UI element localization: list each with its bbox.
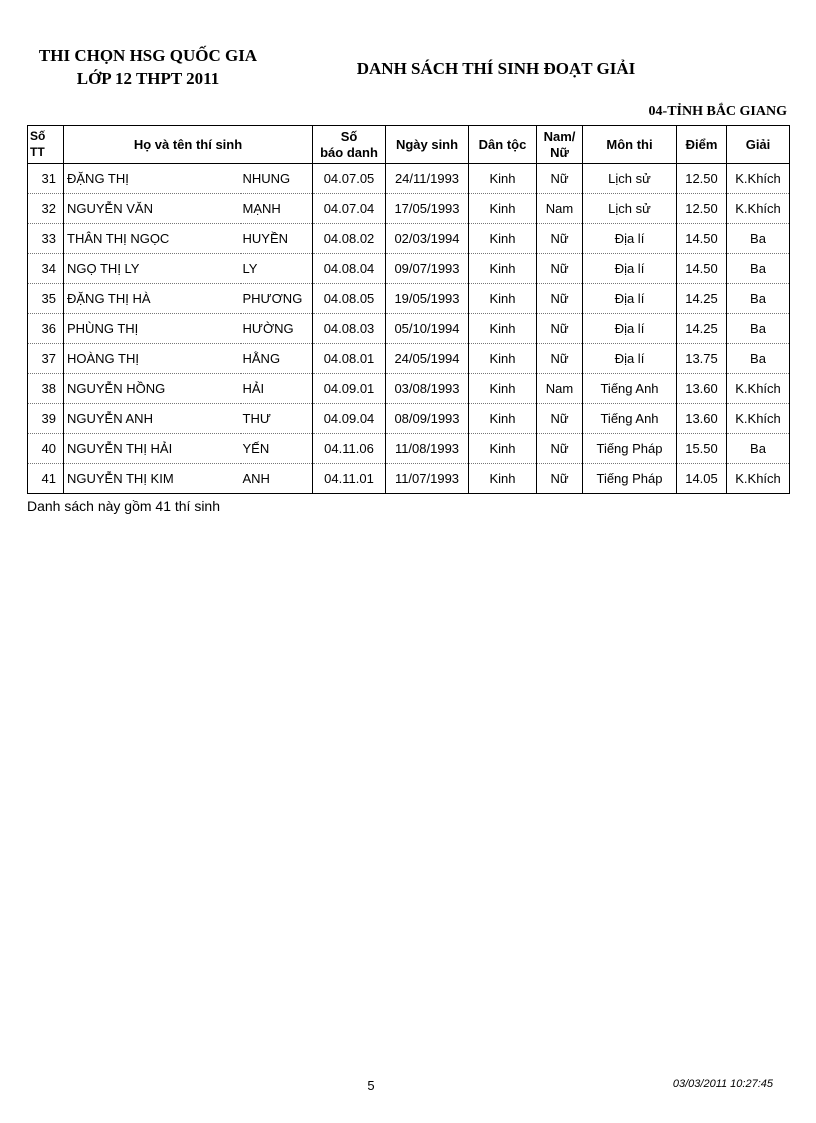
candidate-number-cell: 04.08.04: [313, 254, 386, 284]
ethnicity-cell: Kinh: [469, 284, 537, 314]
candidate-number-cell: 04.08.05: [313, 284, 386, 314]
candidate-number-cell: 04.07.04: [313, 194, 386, 224]
table-row: [28, 284, 790, 314]
candidate-name-cell: HƯỜNG: [241, 314, 313, 344]
ethnicity-cell: Kinh: [469, 254, 537, 284]
col-header-sbd-line1: Số: [340, 128, 358, 144]
candidate-name-cell: HẰNG: [241, 344, 313, 374]
winners-table: [27, 125, 790, 494]
subject-cell: Địa lí: [583, 254, 677, 284]
prize-cell: K.Khích: [727, 194, 790, 224]
candidate-name-cell: NHUNG: [241, 164, 313, 194]
candidate-given-names-cell: NGUYỄN THỊ KIM: [64, 464, 241, 494]
date-of-birth-cell: 05/10/1994: [386, 314, 469, 344]
ethnicity-cell: Kinh: [469, 224, 537, 254]
col-header-stt: Số TT: [28, 126, 64, 164]
candidate-given-names-cell: THÂN THỊ NGỌC: [64, 224, 241, 254]
prize-cell: K.Khích: [727, 404, 790, 434]
subject-cell: Địa lí: [583, 224, 677, 254]
candidate-name-cell: LY: [241, 254, 313, 284]
candidate-name-cell: ANH: [241, 464, 313, 494]
table-body: [28, 164, 790, 494]
candidate-given-names-cell: ĐẶNG THỊ: [64, 164, 241, 194]
subject-cell: Tiếng Pháp: [583, 464, 677, 494]
col-header-prize: Giải: [727, 126, 790, 164]
score-cell: 12.50: [677, 164, 727, 194]
table-row: [28, 434, 790, 464]
candidate-name-cell: PHƯƠNG: [241, 284, 313, 314]
candidate-number-cell: 04.09.04: [313, 404, 386, 434]
gender-cell: Nam: [537, 374, 583, 404]
score-cell: 14.05: [677, 464, 727, 494]
row-number-cell: 31: [28, 164, 64, 194]
gender-cell: Nữ: [537, 314, 583, 344]
subject-cell: Địa lí: [583, 284, 677, 314]
col-header-dob: Ngày sinh: [386, 126, 469, 164]
table-row: [28, 314, 790, 344]
score-cell: 14.25: [677, 284, 727, 314]
row-number-cell: 34: [28, 254, 64, 284]
date-of-birth-cell: 02/03/1994: [386, 224, 469, 254]
score-cell: 13.75: [677, 344, 727, 374]
table-row: [28, 194, 790, 224]
row-number-cell: 35: [28, 284, 64, 314]
prize-cell: Ba: [727, 224, 790, 254]
page-number: 5: [367, 1078, 375, 1093]
exam-header: [0, 44, 296, 90]
date-of-birth-cell: 09/07/1993: [386, 254, 469, 284]
candidate-number-cell: 04.07.05: [313, 164, 386, 194]
subject-cell: Tiếng Anh: [583, 374, 677, 404]
table-row: [28, 464, 790, 494]
subject-cell: Tiếng Anh: [583, 404, 677, 434]
document-title: DANH SÁCH THÍ SINH ĐOẠT GIẢI: [356, 59, 636, 78]
ethnicity-cell: Kinh: [469, 374, 537, 404]
subject-cell: Địa lí: [583, 344, 677, 374]
candidate-number-cell: 04.08.02: [313, 224, 386, 254]
col-header-sbd: [313, 126, 386, 164]
candidate-given-names-cell: NGUYỄN THỊ HẢI: [64, 434, 241, 464]
table-row: [28, 374, 790, 404]
score-cell: 14.50: [677, 254, 727, 284]
gender-cell: Nữ: [537, 254, 583, 284]
row-number-cell: 37: [28, 344, 64, 374]
subject-cell: Lịch sử: [583, 164, 677, 194]
date-of-birth-cell: 24/11/1993: [386, 164, 469, 194]
candidate-number-cell: 04.08.03: [313, 314, 386, 344]
gender-cell: Nữ: [537, 224, 583, 254]
col-header-gender: [537, 126, 583, 164]
subject-cell: Lịch sử: [583, 194, 677, 224]
candidate-given-names-cell: NGỌ THỊ LY: [64, 254, 241, 284]
table-row: [28, 224, 790, 254]
date-of-birth-cell: 11/08/1993: [386, 434, 469, 464]
score-cell: 12.50: [677, 194, 727, 224]
exam-title-line2: LỚP 12 THPT 2011: [76, 69, 220, 88]
date-of-birth-cell: 19/05/1993: [386, 284, 469, 314]
ethnicity-cell: Kinh: [469, 464, 537, 494]
table-header-row: [28, 126, 790, 164]
score-cell: 14.25: [677, 314, 727, 344]
candidate-name-cell: HẢI: [241, 374, 313, 404]
summary-text: Danh sách này gồm 41 thí sinh: [27, 498, 221, 514]
province-label: 04-TỈNH BẮC GIANG: [648, 104, 787, 119]
row-number-cell: 39: [28, 404, 64, 434]
candidate-given-names-cell: ĐẶNG THỊ HÀ: [64, 284, 241, 314]
candidate-name-cell: MẠNH: [241, 194, 313, 224]
gender-cell: Nữ: [537, 284, 583, 314]
row-number-cell: 40: [28, 434, 64, 464]
ethnicity-cell: Kinh: [469, 344, 537, 374]
candidate-given-names-cell: NGUYỄN ANH: [64, 404, 241, 434]
gender-cell: Nam: [537, 194, 583, 224]
candidate-number-cell: 04.11.01: [313, 464, 386, 494]
candidate-given-names-cell: NGUYỄN VĂN: [64, 194, 241, 224]
candidate-given-names-cell: NGUYỄN HỒNG: [64, 374, 241, 404]
col-header-name: Họ và tên thí sinh: [64, 126, 313, 164]
prize-cell: K.Khích: [727, 464, 790, 494]
gender-cell: Nữ: [537, 344, 583, 374]
candidate-given-names-cell: PHÙNG THỊ: [64, 314, 241, 344]
score-cell: 15.50: [677, 434, 727, 464]
prize-cell: Ba: [727, 254, 790, 284]
prize-cell: Ba: [727, 344, 790, 374]
print-timestamp: 03/03/2011 10:27:45: [672, 1078, 773, 1090]
col-header-gender-line2: Nữ: [550, 144, 569, 160]
candidate-name-cell: YẾN: [241, 434, 313, 464]
ethnicity-cell: Kinh: [469, 164, 537, 194]
gender-cell: Nữ: [537, 404, 583, 434]
date-of-birth-cell: 17/05/1993: [386, 194, 469, 224]
candidate-name-cell: THƯ: [241, 404, 313, 434]
prize-cell: Ba: [727, 314, 790, 344]
gender-cell: Nữ: [537, 434, 583, 464]
candidate-given-names-cell: HOÀNG THỊ: [64, 344, 241, 374]
row-number-cell: 38: [28, 374, 64, 404]
date-of-birth-cell: 24/05/1994: [386, 344, 469, 374]
prize-cell: Ba: [727, 284, 790, 314]
gender-cell: Nữ: [537, 164, 583, 194]
date-of-birth-cell: 08/09/1993: [386, 404, 469, 434]
candidate-name-cell: HUYỀN: [241, 224, 313, 254]
date-of-birth-cell: 03/08/1993: [386, 374, 469, 404]
score-cell: 13.60: [677, 404, 727, 434]
ethnicity-cell: Kinh: [469, 314, 537, 344]
ethnicity-cell: Kinh: [469, 404, 537, 434]
col-header-score: Điểm: [677, 126, 727, 164]
date-of-birth-cell: 11/07/1993: [386, 464, 469, 494]
subject-cell: Tiếng Pháp: [583, 434, 677, 464]
candidate-number-cell: 04.11.06: [313, 434, 386, 464]
table-row: [28, 344, 790, 374]
score-cell: 13.60: [677, 374, 727, 404]
row-number-cell: 33: [28, 224, 64, 254]
subject-cell: Địa lí: [583, 314, 677, 344]
col-header-ethnic: Dân tộc: [469, 126, 537, 164]
col-header-gender-line1: Nam/: [543, 128, 576, 144]
prize-cell: Ba: [727, 434, 790, 464]
col-header-subject: Môn thi: [583, 126, 677, 164]
row-number-cell: 41: [28, 464, 64, 494]
prize-cell: K.Khích: [727, 374, 790, 404]
table-row: [28, 254, 790, 284]
table-row: [28, 404, 790, 434]
gender-cell: Nữ: [537, 464, 583, 494]
exam-title-line1: THI CHỌN HSG QUỐC GIA: [38, 46, 258, 65]
score-cell: 14.50: [677, 224, 727, 254]
candidate-number-cell: 04.08.01: [313, 344, 386, 374]
row-number-cell: 32: [28, 194, 64, 224]
ethnicity-cell: Kinh: [469, 434, 537, 464]
col-header-sbd-line2: báo danh: [320, 144, 378, 160]
prize-cell: K.Khích: [727, 164, 790, 194]
candidate-number-cell: 04.09.01: [313, 374, 386, 404]
ethnicity-cell: Kinh: [469, 194, 537, 224]
table-row: [28, 164, 790, 194]
row-number-cell: 36: [28, 314, 64, 344]
